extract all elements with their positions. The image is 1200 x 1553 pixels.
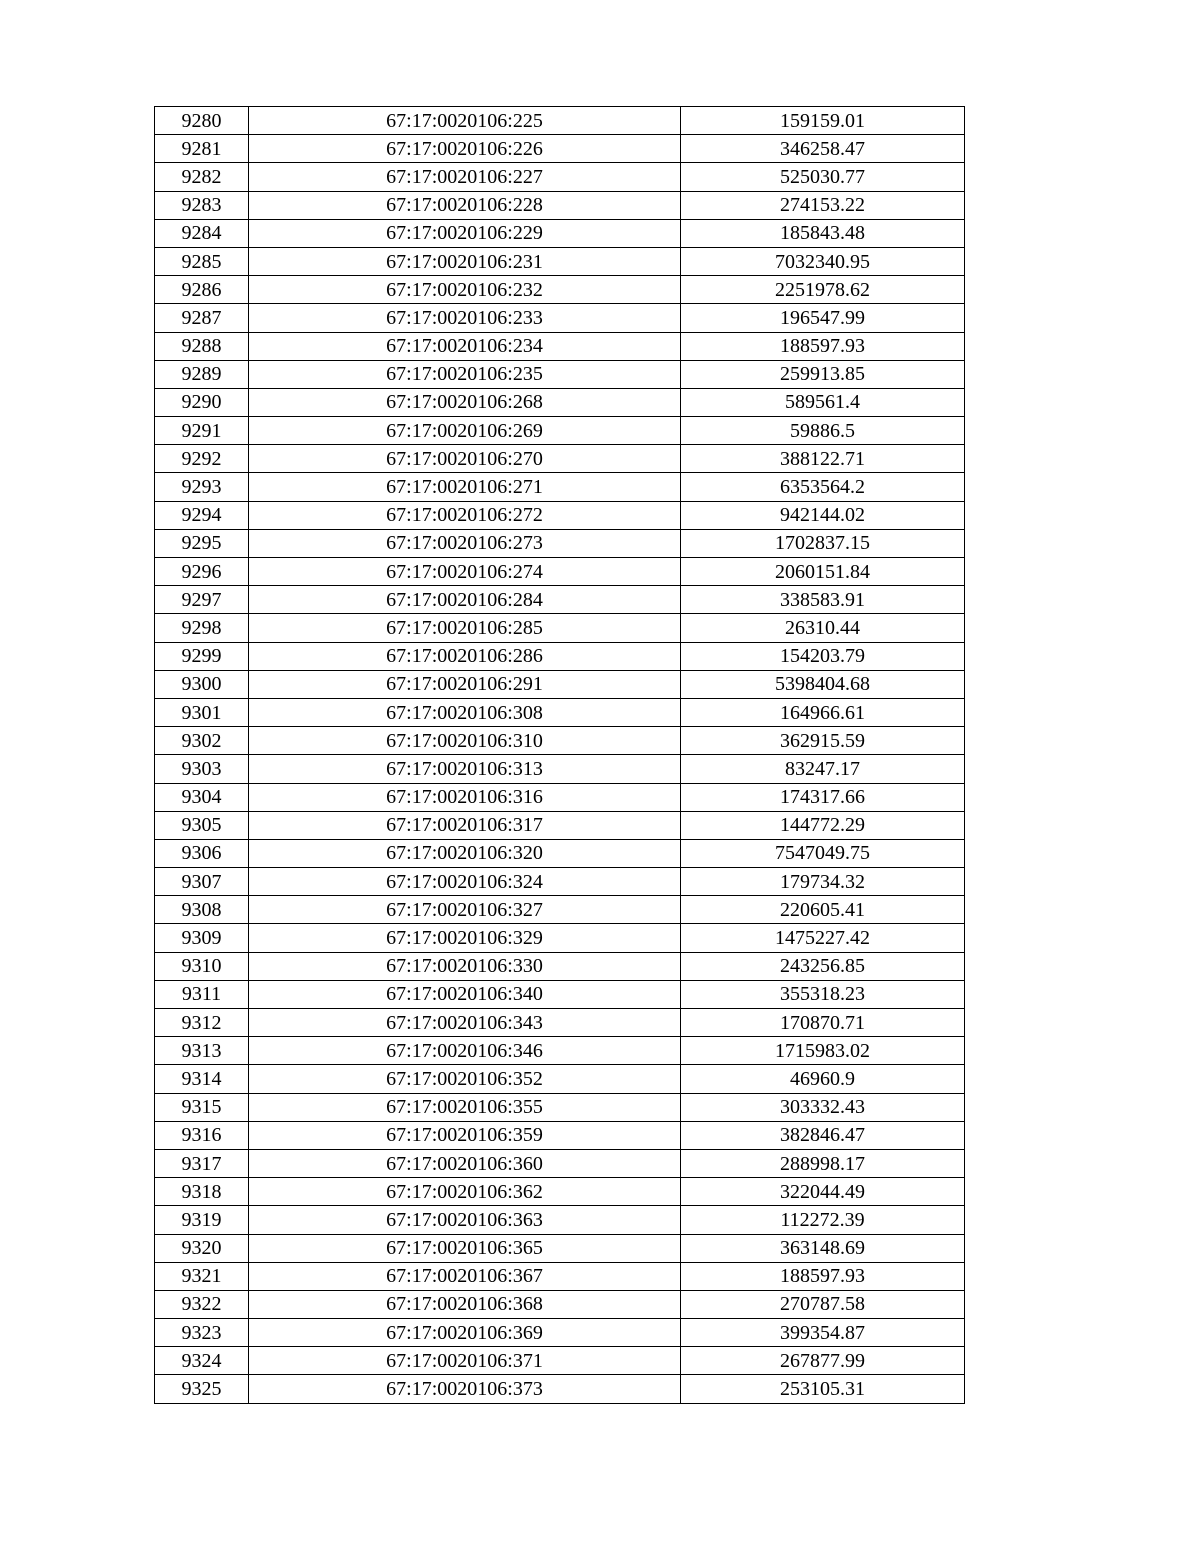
table-row xyxy=(155,163,965,191)
cadastral-number-cell: 67:17:0020106:272 xyxy=(249,501,681,529)
row-number-cell: 9318 xyxy=(155,1178,249,1206)
table-row xyxy=(155,952,965,980)
row-number-cell: 9301 xyxy=(155,698,249,726)
value-cell: 1702837.15 xyxy=(681,529,965,557)
row-number-cell: 9311 xyxy=(155,980,249,1008)
table-row xyxy=(155,417,965,445)
cadastral-number-cell: 67:17:0020106:227 xyxy=(249,163,681,191)
value-cell: 338583.91 xyxy=(681,586,965,614)
row-number-cell: 9324 xyxy=(155,1347,249,1375)
value-cell: 164966.61 xyxy=(681,698,965,726)
value-cell: 26310.44 xyxy=(681,614,965,642)
cadastral-number-cell: 67:17:0020106:320 xyxy=(249,839,681,867)
value-cell: 154203.79 xyxy=(681,642,965,670)
cadastral-number-cell: 67:17:0020106:316 xyxy=(249,783,681,811)
row-number-cell: 9297 xyxy=(155,586,249,614)
cadastral-number-cell: 67:17:0020106:284 xyxy=(249,586,681,614)
value-cell: 362915.59 xyxy=(681,727,965,755)
cadastral-number-cell: 67:17:0020106:285 xyxy=(249,614,681,642)
row-number-cell: 9320 xyxy=(155,1234,249,1262)
cadastral-number-cell: 67:17:0020106:308 xyxy=(249,698,681,726)
cadastral-number-cell: 67:17:0020106:367 xyxy=(249,1262,681,1290)
cadastral-number-cell: 67:17:0020106:373 xyxy=(249,1375,681,1403)
value-cell: 388122.71 xyxy=(681,445,965,473)
cadastral-number-cell: 67:17:0020106:234 xyxy=(249,332,681,360)
row-number-cell: 9282 xyxy=(155,163,249,191)
table-row xyxy=(155,529,965,557)
value-cell: 259913.85 xyxy=(681,360,965,388)
table-row xyxy=(155,1347,965,1375)
table-row xyxy=(155,247,965,275)
row-number-cell: 9286 xyxy=(155,276,249,304)
cadastral-number-cell: 67:17:0020106:346 xyxy=(249,1037,681,1065)
table-row xyxy=(155,501,965,529)
value-cell: 7547049.75 xyxy=(681,839,965,867)
cadastral-number-cell: 67:17:0020106:363 xyxy=(249,1206,681,1234)
value-cell: 46960.9 xyxy=(681,1065,965,1093)
table-row xyxy=(155,558,965,586)
cadastral-number-cell: 67:17:0020106:229 xyxy=(249,219,681,247)
table-row xyxy=(155,755,965,783)
table-row xyxy=(155,276,965,304)
table-row xyxy=(155,1178,965,1206)
value-cell: 363148.69 xyxy=(681,1234,965,1262)
row-number-cell: 9313 xyxy=(155,1037,249,1065)
row-number-cell: 9295 xyxy=(155,529,249,557)
table-row xyxy=(155,1093,965,1121)
cadastral-number-cell: 67:17:0020106:273 xyxy=(249,529,681,557)
table-row xyxy=(155,811,965,839)
table-row xyxy=(155,670,965,698)
cadastral-number-cell: 67:17:0020106:352 xyxy=(249,1065,681,1093)
row-number-cell: 9289 xyxy=(155,360,249,388)
table-row xyxy=(155,614,965,642)
row-number-cell: 9304 xyxy=(155,783,249,811)
cadastral-number-cell: 67:17:0020106:291 xyxy=(249,670,681,698)
row-number-cell: 9325 xyxy=(155,1375,249,1403)
table-row xyxy=(155,839,965,867)
row-number-cell: 9287 xyxy=(155,304,249,332)
table-row xyxy=(155,1206,965,1234)
table-row xyxy=(155,586,965,614)
row-number-cell: 9284 xyxy=(155,219,249,247)
table-row xyxy=(155,473,965,501)
value-cell: 346258.47 xyxy=(681,135,965,163)
row-number-cell: 9281 xyxy=(155,135,249,163)
value-cell: 112272.39 xyxy=(681,1206,965,1234)
value-cell: 288998.17 xyxy=(681,1149,965,1177)
table-row xyxy=(155,304,965,332)
row-number-cell: 9310 xyxy=(155,952,249,980)
table-row xyxy=(155,727,965,755)
row-number-cell: 9292 xyxy=(155,445,249,473)
row-number-cell: 9309 xyxy=(155,924,249,952)
cadastral-number-cell: 67:17:0020106:271 xyxy=(249,473,681,501)
row-number-cell: 9293 xyxy=(155,473,249,501)
value-cell: 589561.4 xyxy=(681,388,965,416)
row-number-cell: 9288 xyxy=(155,332,249,360)
table-row xyxy=(155,135,965,163)
row-number-cell: 9315 xyxy=(155,1093,249,1121)
row-number-cell: 9296 xyxy=(155,558,249,586)
cadastral-number-cell: 67:17:0020106:310 xyxy=(249,727,681,755)
table-row xyxy=(155,1262,965,1290)
row-number-cell: 9283 xyxy=(155,191,249,219)
row-number-cell: 9285 xyxy=(155,247,249,275)
table-row xyxy=(155,980,965,1008)
value-cell: 159159.01 xyxy=(681,107,965,135)
cadastral-number-cell: 67:17:0020106:274 xyxy=(249,558,681,586)
cadastral-number-cell: 67:17:0020106:235 xyxy=(249,360,681,388)
row-number-cell: 9307 xyxy=(155,868,249,896)
cadastral-number-cell: 67:17:0020106:355 xyxy=(249,1093,681,1121)
value-cell: 267877.99 xyxy=(681,1347,965,1375)
cadastral-number-cell: 67:17:0020106:368 xyxy=(249,1290,681,1318)
value-cell: 274153.22 xyxy=(681,191,965,219)
cadastral-number-cell: 67:17:0020106:327 xyxy=(249,896,681,924)
row-number-cell: 9317 xyxy=(155,1149,249,1177)
value-cell: 144772.29 xyxy=(681,811,965,839)
cadastral-number-cell: 67:17:0020106:362 xyxy=(249,1178,681,1206)
table-row xyxy=(155,1290,965,1318)
value-cell: 59886.5 xyxy=(681,417,965,445)
value-cell: 382846.47 xyxy=(681,1121,965,1149)
value-cell: 83247.17 xyxy=(681,755,965,783)
value-cell: 1715983.02 xyxy=(681,1037,965,1065)
table-row xyxy=(155,1375,965,1403)
value-cell: 525030.77 xyxy=(681,163,965,191)
table-row xyxy=(155,107,965,135)
row-number-cell: 9323 xyxy=(155,1319,249,1347)
table-row xyxy=(155,191,965,219)
row-number-cell: 9291 xyxy=(155,417,249,445)
value-cell: 1475227.42 xyxy=(681,924,965,952)
table-row xyxy=(155,698,965,726)
table-row xyxy=(155,1121,965,1149)
cadastral-number-cell: 67:17:0020106:371 xyxy=(249,1347,681,1375)
cadastral-number-cell: 67:17:0020106:269 xyxy=(249,417,681,445)
row-number-cell: 9302 xyxy=(155,727,249,755)
table-row xyxy=(155,332,965,360)
row-number-cell: 9280 xyxy=(155,107,249,135)
table-row xyxy=(155,642,965,670)
cadastral-number-cell: 67:17:0020106:317 xyxy=(249,811,681,839)
row-number-cell: 9290 xyxy=(155,388,249,416)
row-number-cell: 9319 xyxy=(155,1206,249,1234)
value-cell: 253105.31 xyxy=(681,1375,965,1403)
row-number-cell: 9316 xyxy=(155,1121,249,1149)
row-number-cell: 9322 xyxy=(155,1290,249,1318)
table-row xyxy=(155,1234,965,1262)
value-cell: 5398404.68 xyxy=(681,670,965,698)
row-number-cell: 9299 xyxy=(155,642,249,670)
table-row xyxy=(155,1037,965,1065)
table-row xyxy=(155,445,965,473)
value-cell: 2251978.62 xyxy=(681,276,965,304)
cadastral-number-cell: 67:17:0020106:228 xyxy=(249,191,681,219)
value-cell: 6353564.2 xyxy=(681,473,965,501)
cadastral-number-cell: 67:17:0020106:270 xyxy=(249,445,681,473)
cadastral-number-cell: 67:17:0020106:324 xyxy=(249,868,681,896)
row-number-cell: 9314 xyxy=(155,1065,249,1093)
row-number-cell: 9308 xyxy=(155,896,249,924)
value-cell: 270787.58 xyxy=(681,1290,965,1318)
row-number-cell: 9300 xyxy=(155,670,249,698)
cadastral-number-cell: 67:17:0020106:313 xyxy=(249,755,681,783)
row-number-cell: 9298 xyxy=(155,614,249,642)
table-row xyxy=(155,1009,965,1037)
cadastral-number-cell: 67:17:0020106:329 xyxy=(249,924,681,952)
cadastral-number-cell: 67:17:0020106:330 xyxy=(249,952,681,980)
table-row xyxy=(155,1319,965,1347)
value-cell: 220605.41 xyxy=(681,896,965,924)
value-cell: 170870.71 xyxy=(681,1009,965,1037)
row-number-cell: 9305 xyxy=(155,811,249,839)
table-row xyxy=(155,388,965,416)
cadastral-number-cell: 67:17:0020106:340 xyxy=(249,980,681,1008)
table-body xyxy=(155,107,965,1404)
value-cell: 179734.32 xyxy=(681,868,965,896)
table-row xyxy=(155,1149,965,1177)
value-cell: 196547.99 xyxy=(681,304,965,332)
value-cell: 303332.43 xyxy=(681,1093,965,1121)
row-number-cell: 9321 xyxy=(155,1262,249,1290)
cadastral-number-cell: 67:17:0020106:365 xyxy=(249,1234,681,1262)
table-row xyxy=(155,924,965,952)
value-cell: 188597.93 xyxy=(681,1262,965,1290)
value-cell: 7032340.95 xyxy=(681,247,965,275)
cadastral-number-cell: 67:17:0020106:233 xyxy=(249,304,681,332)
cadastral-number-cell: 67:17:0020106:369 xyxy=(249,1319,681,1347)
cadastral-number-cell: 67:17:0020106:286 xyxy=(249,642,681,670)
table-row xyxy=(155,783,965,811)
row-number-cell: 9303 xyxy=(155,755,249,783)
cadastral-number-cell: 67:17:0020106:232 xyxy=(249,276,681,304)
value-cell: 942144.02 xyxy=(681,501,965,529)
cadastral-number-cell: 67:17:0020106:360 xyxy=(249,1149,681,1177)
cadastral-number-cell: 67:17:0020106:226 xyxy=(249,135,681,163)
table-row xyxy=(155,360,965,388)
value-cell: 355318.23 xyxy=(681,980,965,1008)
cadastral-number-cell: 67:17:0020106:359 xyxy=(249,1121,681,1149)
value-cell: 399354.87 xyxy=(681,1319,965,1347)
data-table xyxy=(154,106,965,1404)
value-cell: 2060151.84 xyxy=(681,558,965,586)
cadastral-number-cell: 67:17:0020106:225 xyxy=(249,107,681,135)
value-cell: 174317.66 xyxy=(681,783,965,811)
table-row xyxy=(155,896,965,924)
value-cell: 243256.85 xyxy=(681,952,965,980)
cadastral-number-cell: 67:17:0020106:268 xyxy=(249,388,681,416)
table-row xyxy=(155,219,965,247)
value-cell: 322044.49 xyxy=(681,1178,965,1206)
row-number-cell: 9294 xyxy=(155,501,249,529)
value-cell: 188597.93 xyxy=(681,332,965,360)
cadastral-number-cell: 67:17:0020106:231 xyxy=(249,247,681,275)
row-number-cell: 9306 xyxy=(155,839,249,867)
table-row xyxy=(155,1065,965,1093)
value-cell: 185843.48 xyxy=(681,219,965,247)
cadastral-number-cell: 67:17:0020106:343 xyxy=(249,1009,681,1037)
row-number-cell: 9312 xyxy=(155,1009,249,1037)
table-row xyxy=(155,868,965,896)
